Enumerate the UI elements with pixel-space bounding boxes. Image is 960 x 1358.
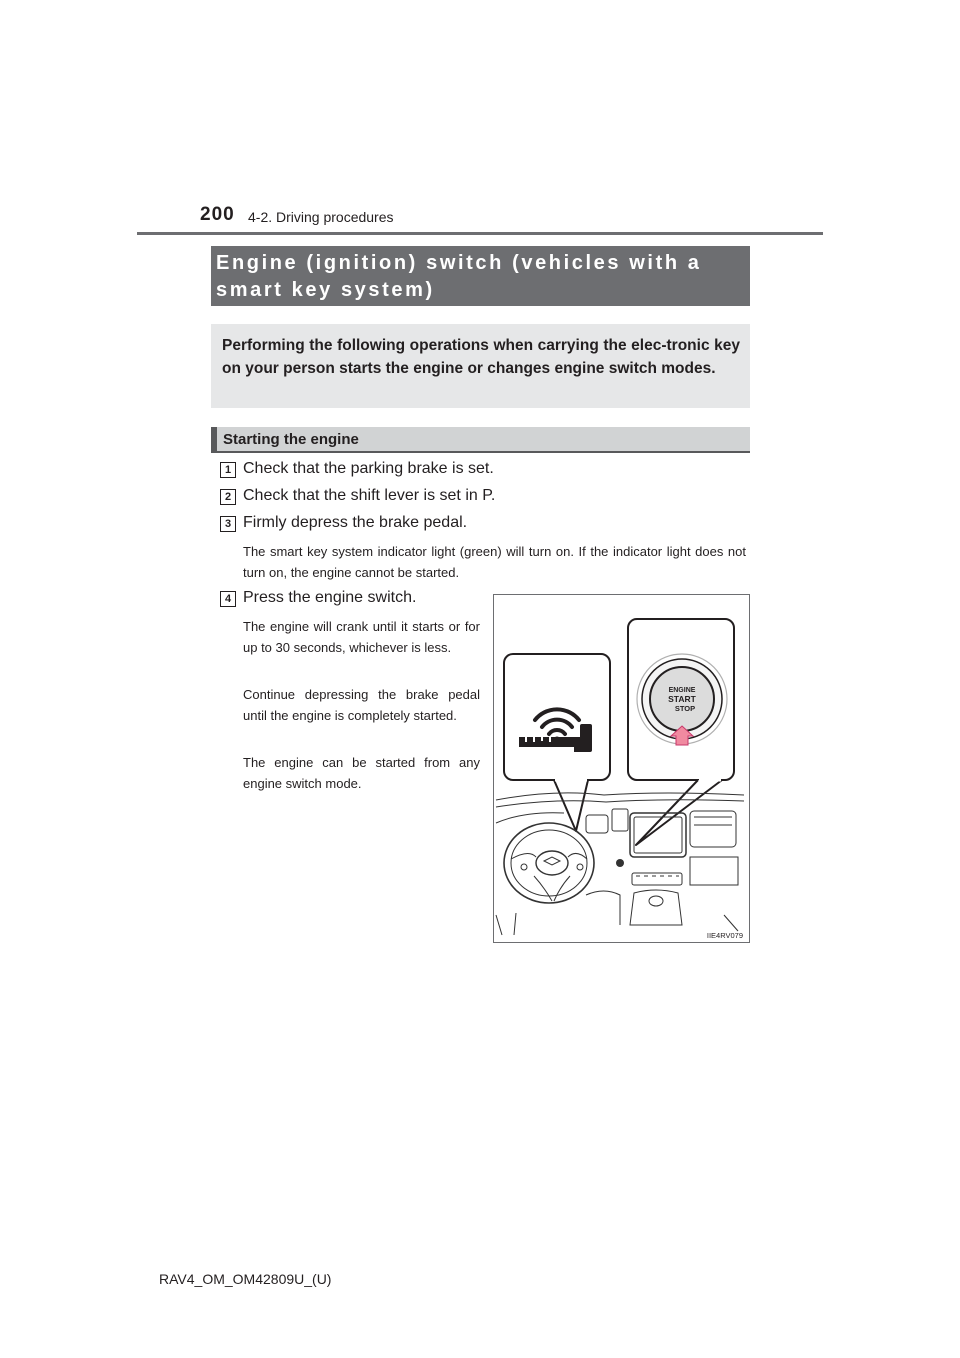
step-number-3: 3 — [220, 516, 236, 532]
step-number-4: 4 — [220, 591, 236, 607]
step-number-2: 2 — [220, 489, 236, 505]
figure-illustration — [494, 595, 749, 942]
intro-box — [211, 324, 750, 408]
subheading-bar — [211, 427, 217, 451]
page-number: 200 — [200, 204, 235, 225]
engine-switch-figure — [493, 594, 750, 943]
subheading — [211, 427, 750, 453]
figure-code: IIE4RV079 — [706, 931, 743, 940]
step-3-note: The smart key system indicator light (green) will turn on. If the indicator light does not turn on, the engine cannot be started. — [243, 544, 746, 580]
subheading-text: Starting the engine — [223, 431, 359, 448]
intro-text: Performing the following operations when carrying the elec-tronic key on your person starts the engine or changes engine switch modes. — [222, 337, 740, 377]
step-text-4: Press the engine switch. — [243, 589, 417, 606]
step-number-1: 1 — [220, 462, 236, 478]
step-text-3: Firmly depress the brake pedal. — [243, 514, 468, 531]
step-text-2: Check that the shift lever is set in P. — [243, 487, 496, 504]
step-4-note-2: Continue depressing the brake pedal until the engine is completely started. — [243, 687, 480, 723]
page-title: Engine (ignition) switch (vehicles with a smart key system) — [216, 252, 702, 301]
step-4-note-1: The engine will crank until it starts or for up to 30 seconds, whichever is less. — [243, 619, 480, 655]
smart-key-indicator-callout — [504, 654, 610, 831]
footer-document-code: RAV4_OM_OM42809U_(U) — [159, 1271, 332, 1287]
button-label-start: START — [668, 694, 696, 704]
section-label: 4-2. Driving procedures — [248, 209, 394, 225]
button-label-stop: STOP — [674, 704, 696, 713]
title-band — [211, 246, 750, 306]
step-4-note-3: The engine can be started from any engine switch mode. — [243, 755, 480, 791]
dashboard-illustration — [496, 793, 744, 935]
step-text-1: Check that the parking brake is set. — [243, 460, 494, 477]
header-rule — [137, 232, 823, 235]
button-label-engine: ENGINE — [668, 687, 696, 694]
